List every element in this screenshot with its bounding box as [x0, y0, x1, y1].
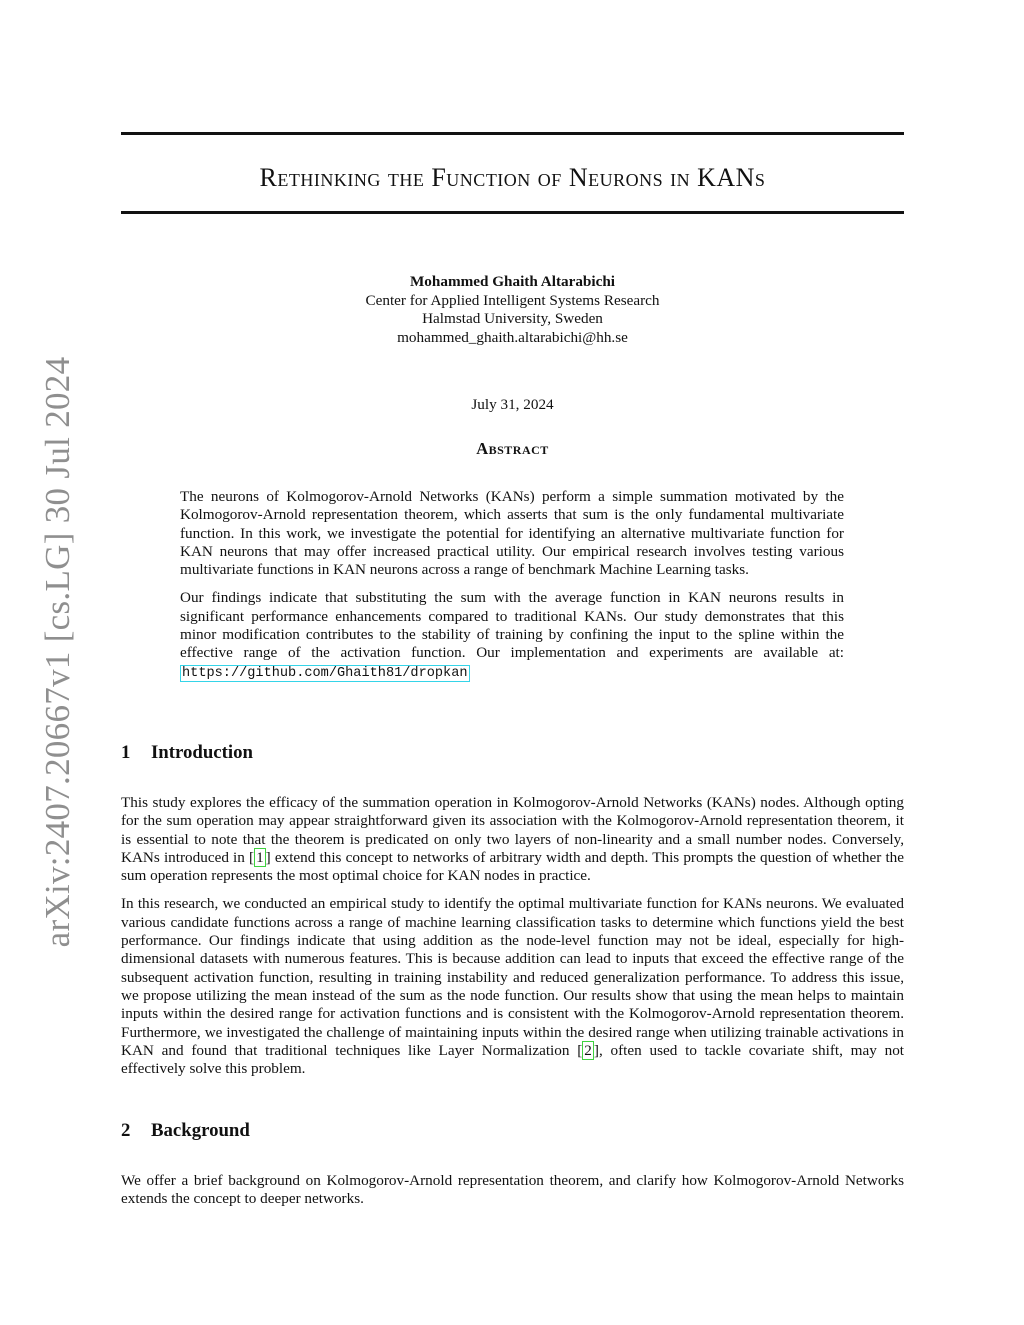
text-run: ] extend this concept to networks of arbitrary width and depth. This prompts the question of whether the sum operation represents the most optimal choice for KAN nodes in practice.: [121, 848, 904, 885]
author-email: mohammed_ghaith.altarabichi@hh.se: [397, 328, 628, 346]
citation-link-2[interactable]: 2: [584, 1041, 592, 1059]
text-run: This study explores the efficacy of the summation operation in Kolmogorov-Arnold Networks (KANs) nodes. Although opting for the sum operation may appear straightforward given its association with the Kolmogorov-Arnold representation theorem, it is essential to note that the theorem is predicated on only two layers of non-linearity and a small number nodes. Conversely, KANs introduced in [: [121, 794, 904, 866]
github-link[interactable]: https://github.com/Ghaith81/dropkan: [182, 665, 468, 681]
section-heading-background: [121, 1120, 250, 1142]
citation-link-1[interactable]: 1: [256, 848, 264, 866]
text-run: In this research, we conducted an empirical study to identify the optimal multivariate function for KANs neurons. We evaluated various candidate functions across a range of machine learning classification tasks to determine which functions yield the best performance. Our findings indicate that using addition as the node-level function may not be ideal, especially for high-dimensional datasets with numerous features. This is because addition can lead to inputs that exceed the effective range of the subsequent activation function, resulting in training instability and reduced generalization performance. To address this issue, we propose utilizing the mean instead of the sum as the node function. Our results show that using the mean helps to maintain inputs within the desired range for activation functions and is consistent with the Kolmogorov-Arnold representation theorem. Furthermore, we investigated the challenge of maintaining inputs within the desired range when utilizing trainable activations in KAN and found that traditional techniques like Layer Normalization [: [121, 895, 904, 1059]
section-number: 2: [121, 1120, 131, 1141]
abstract-paragraph-2-text: Our findings indicate that substituting the sum with the average function in KAN neurons results in significant performance enhancements compared to traditional KANs. Our study demonstrates that this minor modification contributes to the stability of training by confining the input to the spline within the effective range of the activation function. Our implementation and experiments are available at:: [180, 589, 844, 662]
paper-title: Rethinking the Function of Neurons in KANs: [259, 163, 766, 192]
abstract-heading: Abstract: [476, 439, 549, 458]
section-title: Introduction: [151, 742, 253, 763]
section-title: Background: [151, 1120, 250, 1141]
introduction-paragraph-1: [121, 794, 904, 885]
abstract-body: [180, 488, 844, 693]
introduction-paragraph-2: [121, 895, 904, 1078]
author-affiliation: Center for Applied Intelligent Systems Research: [365, 291, 660, 309]
publication-date: July 31, 2024: [471, 396, 554, 413]
abstract-paragraph-2: [180, 589, 844, 682]
background-paragraph-1: We offer a brief background on Kolmogorov-Arnold representation theorem, and clarify how Kolmogorov-Arnold Networks extends the concept to deeper networks.: [121, 1172, 904, 1208]
author-block: [121, 273, 904, 347]
author-university: Halmstad University, Sweden: [422, 310, 603, 327]
author-name: Mohammed Ghaith Altarabichi: [409, 273, 616, 290]
arxiv-identifier: arXiv:2407.20667v1 [cs.LG] 30 Jul 2024: [38, 356, 77, 948]
abstract-paragraph-1: The neurons of Kolmogorov-Arnold Networks (KANs) perform a simple summation motivated by the Kolmogorov-Arnold representation theorem, which asserts that sum is the only fundamental multivariate function. In this work, we investigate the potential for identifying an alternative multivariate function for KAN neurons that may offer increased practical utility. Our empirical research involves testing various multivariate functions in KAN neurons across a range of benchmark Machine Learning tasks.: [180, 488, 844, 579]
section-number: 1: [121, 742, 131, 763]
text-run: ], often used to tackle covariate shift, may not effectively solve this problem.: [121, 1041, 905, 1078]
title-rule-top: [121, 132, 904, 135]
introduction-body: [121, 794, 904, 1088]
title-rule-bottom: [121, 211, 904, 214]
background-body: [121, 1172, 904, 1219]
section-heading-introduction: [121, 742, 253, 764]
